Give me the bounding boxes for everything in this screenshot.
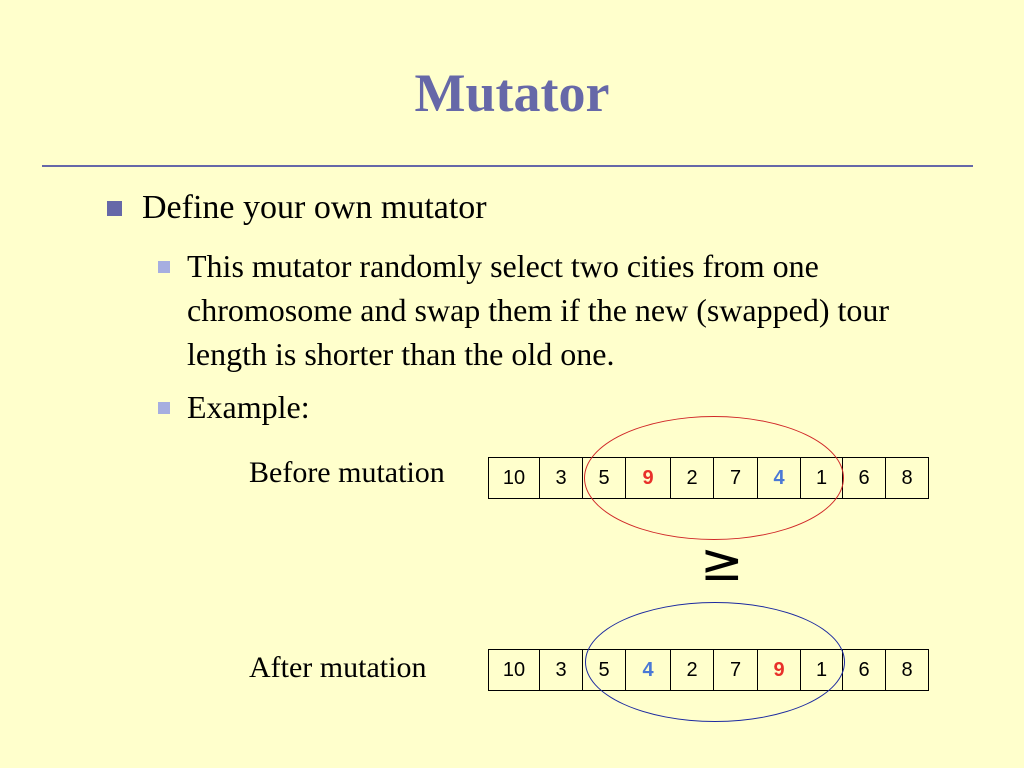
chromosome-cell: 7 — [714, 458, 758, 498]
level2-bullet-icon — [158, 402, 170, 414]
slide-title: Mutator — [414, 63, 610, 123]
greater-equal-symbol: ≥ — [700, 533, 744, 593]
chromosome-cell: 10 — [489, 650, 540, 690]
chromosome-cell: 9 — [758, 650, 801, 690]
before-mutation-label: Before mutation — [249, 456, 445, 489]
chromosome-cell: 6 — [843, 458, 886, 498]
chromosome-cell: 8 — [886, 458, 929, 498]
chromosome-cell: 10 — [489, 458, 540, 498]
sub-bullet-description: This mutator randomly select two cities from one chromosome and swap them if the new (swapped) tour length is shorter than the old one. — [187, 248, 890, 372]
chromosome-cell: 3 — [540, 458, 583, 498]
chromosome-cell: 7 — [714, 650, 758, 690]
chromosome-cell: 3 — [540, 650, 583, 690]
chromosome-cell: 2 — [671, 650, 714, 690]
chromosome-cell: 5 — [583, 458, 626, 498]
level1-bullet-icon — [107, 201, 122, 216]
main-bullet-text: Define your own mutator — [142, 189, 487, 226]
title-divider — [42, 165, 973, 167]
chromosome-cell: 6 — [843, 650, 886, 690]
before-selection-ellipse — [584, 416, 844, 540]
after-mutation-label: After mutation — [249, 651, 427, 684]
chromosome-cell: 4 — [626, 650, 671, 690]
chromosome-cell: 5 — [583, 650, 626, 690]
chromosome-cell: 2 — [671, 458, 714, 498]
chromosome-cell: 8 — [886, 650, 929, 690]
chromosome-cell: 1 — [801, 458, 843, 498]
chromosome-cell: 9 — [626, 458, 671, 498]
sub-bullet-example: Example: — [187, 389, 310, 425]
chromosome-cell: 4 — [758, 458, 801, 498]
after-selection-ellipse — [585, 602, 845, 722]
level2-bullet-icon — [158, 261, 170, 273]
chromosome-cell: 1 — [801, 650, 843, 690]
